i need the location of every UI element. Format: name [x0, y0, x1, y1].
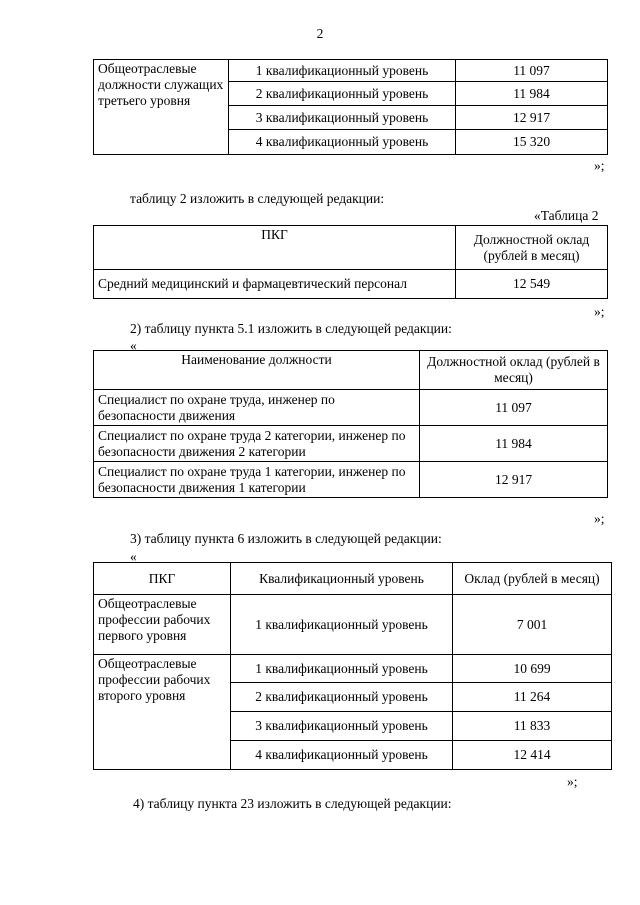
level-cell: 3 квалификационный уровень [229, 106, 456, 130]
table-2 [93, 225, 608, 299]
table-6 [93, 562, 612, 770]
opening-quote: « [130, 338, 137, 353]
salary-cell: 11 984 [456, 82, 608, 106]
header-salary: Оклад (рублей в месяц) [453, 563, 612, 595]
salary-cell: 10 699 [453, 655, 612, 683]
salary-cell: 15 320 [456, 130, 608, 155]
table-2-caption: «Таблица 2 [534, 208, 599, 223]
level-cell: 4 квалификационный уровень [231, 741, 453, 770]
level-cell: 1 квалификационный уровень [231, 595, 453, 655]
page-number: 2 [316, 26, 324, 41]
table-5-1 [93, 350, 608, 498]
closing-quote: »; [567, 774, 578, 789]
table-third-level-positions [93, 59, 608, 155]
paragraph-23: 4) таблицу пункта 23 изложить в следующей редакции: [133, 796, 452, 811]
opening-quote: « [130, 549, 137, 564]
header-name: Наименование должности [94, 351, 420, 390]
paragraph-5-1: 2) таблицу пункта 5.1 изложить в следующей редакции: [130, 321, 452, 336]
salary-cell: 11 833 [453, 712, 612, 741]
paragraph-table-2: таблицу 2 изложить в следующей редакции: [130, 191, 385, 206]
row-name: Средний медицинский и фармацевтический персонал [94, 270, 456, 299]
position-salary: 12 917 [420, 462, 608, 498]
group-cell: Общеотраслевые профессии рабочих второго уровня [94, 655, 231, 770]
row-value: 12 549 [456, 270, 608, 299]
group-cell: Общеотраслевые должности служащих третьего уровня [94, 60, 229, 155]
closing-quote: »; [594, 158, 605, 173]
header-pkg: ПКГ [94, 563, 231, 595]
salary-cell: 11 097 [456, 60, 608, 82]
position-name: Специалист по охране труда 2 категории, инженер по безопасности движения 2 категории [94, 426, 420, 462]
position-name: Специалист по охране труда 1 категории, инженер по безопасности движения 1 категории [94, 462, 420, 498]
header-salary: Должностной оклад (рублей в месяц) [420, 351, 608, 390]
position-salary: 11 097 [420, 390, 608, 426]
position-name: Специалист по охране труда, инженер по безопасности движения [94, 390, 420, 426]
level-cell: 4 квалификационный уровень [229, 130, 456, 155]
salary-cell: 12 414 [453, 741, 612, 770]
closing-quote: »; [594, 511, 605, 526]
header-level: Квалификационный уровень [231, 563, 453, 595]
group-cell: Общеотраслевые профессии рабочих первого уровня [94, 595, 231, 655]
position-salary: 11 984 [420, 426, 608, 462]
header-salary: Должностной оклад (рублей в месяц) [456, 226, 608, 270]
salary-cell: 12 917 [456, 106, 608, 130]
level-cell: 2 квалификационный уровень [231, 683, 453, 712]
salary-cell: 11 264 [453, 683, 612, 712]
level-cell: 3 квалификационный уровень [231, 712, 453, 741]
closing-quote: »; [594, 304, 605, 319]
level-cell: 1 квалификационный уровень [231, 655, 453, 683]
header-pkg: ПКГ [94, 226, 456, 270]
salary-cell: 7 001 [453, 595, 612, 655]
level-cell: 2 квалификационный уровень [229, 82, 456, 106]
paragraph-6: 3) таблицу пункта 6 изложить в следующей редакции: [130, 531, 442, 546]
level-cell: 1 квалификационный уровень [229, 60, 456, 82]
